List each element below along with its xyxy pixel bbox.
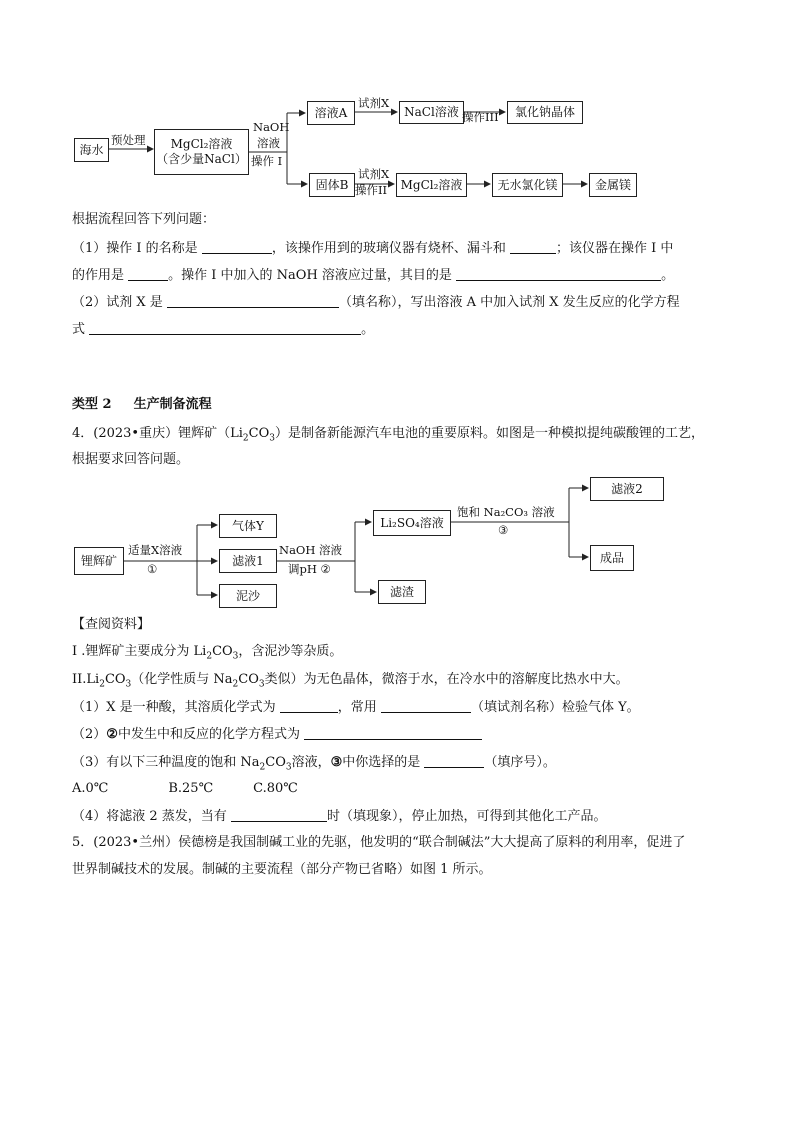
- flow1-solidB-label: 固体B: [315, 177, 349, 192]
- q4-ref: 【查阅资料】: [72, 617, 151, 632]
- flow2-ore-label: 锂辉矿: [80, 553, 117, 568]
- q3-intro: [72, 211, 215, 229]
- q4-r1b: CO: [212, 644, 233, 659]
- flow1-op3-label: 操作III: [462, 110, 499, 124]
- q3-intro-text: 根据流程回答下列问题：: [72, 212, 216, 227]
- flow1-nacl-crystal-label: 氯化钠晶体: [514, 105, 575, 119]
- q4-option-b: B.25℃: [168, 781, 214, 796]
- q4-s2a: （2）: [72, 727, 107, 742]
- q3-part2-line2: [72, 320, 374, 339]
- q4-r2a: II.Li: [72, 672, 100, 687]
- q4-s1c: （填试剂名称）检验气体 Y。: [470, 700, 640, 715]
- flow1-mgcl2sol-box: [396, 173, 467, 197]
- q3-p1e: 。操作 I 中加入的 NaOH 溶液应过量，其目的是: [168, 268, 457, 283]
- flow1-metal-label: 金属镁: [594, 177, 631, 192]
- flow1-nacl-box: [399, 101, 464, 124]
- q4-l1c: ）是制备新能源汽车电池的重要原料。如图是一种模拟提纯碳酸锂的工艺，: [274, 426, 704, 441]
- q4-r2e: 类似）为无色晶体，微溶于水，在冷水中的溶解度比热水中大。: [264, 672, 629, 687]
- answer-blank-purpose[interactable]: [456, 266, 661, 281]
- flow1-reagentX-label: 试剂X: [358, 96, 390, 110]
- q4-ref-1: I .锂辉矿主要成分为 $Li_2CO_3$，含泥沙等杂质。: [72, 644, 343, 662]
- q3-p1a: （1）操作 I 的名称是: [72, 241, 202, 256]
- q5-stem-line1: [72, 834, 685, 852]
- q4-s2b: ②: [106, 727, 118, 742]
- q3-p1f: 。: [661, 268, 675, 283]
- flow1-pretreat-label: 预处理: [111, 133, 146, 147]
- q4-option-a: A.0℃: [72, 781, 109, 796]
- flow1-nacl-crystal-box: [507, 101, 583, 124]
- flow2-mud-box: [219, 584, 277, 608]
- answer-blank-phenomenon[interactable]: [231, 807, 327, 822]
- flow2-ore-box: [74, 547, 124, 575]
- q4-r1a: I .锂辉矿主要成分为 Li: [72, 644, 207, 659]
- q3-p1c: ；该仪器在操作 I 中: [555, 241, 674, 256]
- flow2-filt2-label: 滤液2: [611, 481, 643, 496]
- answer-blank-glassware[interactable]: [510, 239, 556, 254]
- flow1-seawater-label: 海水: [79, 142, 104, 157]
- flow1-op1-label: 操作 I: [251, 154, 283, 168]
- q4-r2d: CO: [238, 672, 259, 687]
- q3-part1-line1: [72, 239, 673, 258]
- flow2-product-box: [590, 545, 634, 571]
- q4-r2c: （化学性质与 Na: [131, 672, 233, 687]
- section-title: 生产制备流程: [133, 397, 212, 412]
- flow1-solidB-box: [309, 173, 355, 197]
- flow1-nacl-label: NaCl溶液: [404, 105, 459, 119]
- flow2-filt1-label: 滤液1: [232, 553, 264, 568]
- flow1-mgcl2-label: MgCl₂溶液: [170, 137, 233, 151]
- q5-l2: 世界制碱技术的发展。制碱的主要流程（部分产物已省略）如图 1 所示。: [72, 862, 492, 877]
- q4-sub4: [72, 807, 606, 826]
- q3-p2a: （2）试剂 X 是: [72, 295, 167, 310]
- answer-blank-reagent-x[interactable]: [167, 293, 339, 308]
- answer-blank-acid-formula[interactable]: [280, 698, 338, 713]
- flow1-op2-label: 操作II: [355, 183, 388, 197]
- q4-s3e: 中你选择的是: [342, 755, 425, 770]
- flow2-gasY-box: [219, 514, 277, 538]
- q3-part1-line2: [72, 266, 674, 285]
- answer-blank-equation-1[interactable]: [89, 320, 361, 335]
- q4-s3b: CO: [265, 755, 286, 770]
- flow2-step3-label: ③: [498, 523, 509, 537]
- answer-blank-test-reagent[interactable]: [381, 698, 471, 713]
- flow2-li2so4-box: [373, 510, 451, 536]
- flow1-mgcl2-note: （含少量NaCl）: [156, 152, 247, 166]
- section-heading: [72, 396, 212, 414]
- flow2-step1-label: ①: [147, 562, 158, 576]
- q5-stem-line2: [72, 861, 492, 879]
- flow1-anhydrous-box: [492, 173, 563, 197]
- q4-l1b: CO: [248, 426, 270, 441]
- flow1-metal-box: [589, 173, 637, 197]
- flow2-mud-label: 泥沙: [235, 588, 260, 603]
- flow1-seawater-box: [74, 138, 109, 162]
- flow1-anhydrous-label: 无水氯化镁: [497, 177, 558, 192]
- q4-s3c: 溶液，: [291, 755, 331, 770]
- q4-s3a: （3）有以下三种温度的饱和 Na: [72, 755, 260, 770]
- q4-options: [72, 780, 298, 798]
- q5-l1: 5．(2023•兰州）侯德榜是我国制碱工业的先驱，他发明的“联合制碱法”大大提高了原料的利用率，促进了: [72, 835, 686, 850]
- q4-option-c: C.80℃: [253, 781, 298, 796]
- q4-sub2: [72, 725, 482, 744]
- flow2-xsol-label: 适量X溶液: [128, 543, 183, 557]
- q4-s2c: 中发生中和反应的化学方程式为: [117, 727, 305, 742]
- q4-l1a: 4．(2023•重庆）锂辉矿（Li: [72, 426, 243, 441]
- answer-blank-temperature[interactable]: [424, 753, 484, 768]
- q3-p2d: 。: [361, 322, 375, 337]
- flow2-residue-box: [378, 580, 426, 604]
- section-type: 类型 2: [72, 397, 112, 412]
- q4-s4b: 时（填现象），停止加热，可得到其他化工产品。: [326, 809, 607, 824]
- q4-ref-heading: [72, 616, 150, 634]
- flow2-product-label: 成品: [599, 550, 624, 565]
- flow1-solA-box: [307, 101, 355, 125]
- q3-p2c: 式: [72, 322, 90, 337]
- q4-s3d: ③: [330, 755, 343, 770]
- q4-s1a: （1）X 是一种酸，其溶质化学式为: [72, 700, 280, 715]
- flow1-naoh-label: NaOH: [253, 120, 290, 134]
- q4-r1c: ，含泥沙等杂质。: [238, 644, 343, 659]
- flow1-solution-label: 溶液: [257, 136, 280, 150]
- q4-l2: 根据要求回答问题。: [72, 452, 190, 467]
- flow2-filt1-box: [219, 549, 277, 573]
- q4-stem-line2: [72, 451, 189, 469]
- flow2-sat-label: 饱和 Na₂CO₃ 溶液: [457, 505, 555, 519]
- q3-p1b: ，该操作用到的玻璃仪器有烧杯、漏斗和: [271, 241, 510, 256]
- q4-s1b: ，常用: [337, 700, 381, 715]
- answer-blank-equation-2[interactable]: [304, 725, 482, 740]
- q3-p2b: （填名称），写出溶液 A 中加入试剂 X 发生反应的化学方程: [338, 295, 680, 310]
- q4-stem-line1: 4．(2023•重庆）锂辉矿$(Li_2CO_3)$是制备新能源汽车电池的重要原料。如图是一种模拟提纯碳酸锂的工艺，: [72, 426, 704, 444]
- flow2-residue-label: 滤渣: [389, 584, 414, 599]
- flow1-mgcl2sol-label: MgCl₂溶液: [400, 177, 463, 192]
- answer-blank-op1-name[interactable]: [202, 239, 272, 254]
- answer-blank-role[interactable]: [128, 266, 168, 281]
- q4-sub1: [72, 698, 640, 717]
- q4-s4a: （4）将滤液 2 蒸发，当有: [72, 809, 231, 824]
- q4-r2b: CO: [104, 672, 126, 687]
- flow2-gasY-label: 气体Y: [232, 518, 264, 533]
- flow1-reagentX2-label: 试剂X: [358, 167, 390, 181]
- q4-sub3: （3）有以下三种温度的饱和 $Na_2CO_3$溶液，③中你选择的是 （填序号）。: [72, 755, 556, 773]
- q3-part2-line1: [72, 293, 680, 312]
- flow1-solA-label: 溶液A: [314, 105, 348, 120]
- flow2-li2so4-label: Li₂SO₄溶液: [380, 515, 444, 530]
- q4-s3f: （填序号）。: [484, 755, 556, 770]
- flow1-mgcl2-box: [154, 129, 249, 175]
- flow2-ph-label: 调pH ②: [288, 562, 331, 576]
- q4-ref-2: $II.Li_2CO_3$（化学性质与 $Na_2CO_3$类似）为无色晶体，微溶于水，在冷水中的溶解度比热水中大。: [72, 672, 629, 690]
- q3-p1d: 的作用是: [72, 268, 129, 283]
- flow2-filt2-box: [590, 477, 664, 501]
- flow2-naoh-label: NaOH 溶液: [279, 543, 343, 557]
